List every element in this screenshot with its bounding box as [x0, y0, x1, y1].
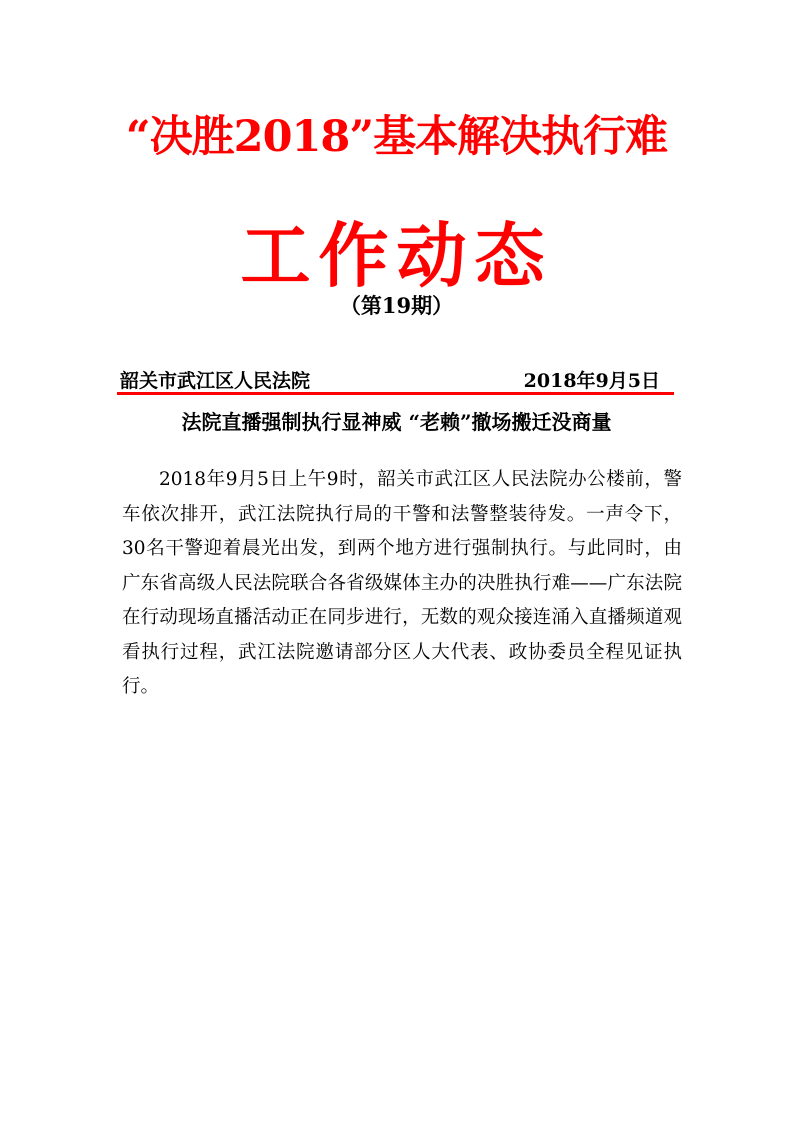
article-title: 法院直播强制执行显神威 “老赖”撤场搬迁没商量: [181, 410, 612, 434]
issuer-name: 韶关市武江区人民法院: [120, 370, 311, 392]
issue-date: 2018年9月5日: [523, 370, 660, 392]
article-body: 2018年9月5日上午9时，韶关市武江区人民法院办公楼前，警车依次排开，武江法院执行局的干警和法警整装待发。一声令下，30名干警迎着晨光出发，到两个地方进行强制执行。与此同时，由广东省高级人民法院联合各省级媒体主办的决胜执行难——广东法院在行动现场直播活动正在同步进行，无数的观众接连涌入直播频道观看执行过程，武江法院邀请部分区人大代表、政协委员全程见证执行。: [122, 469, 682, 697]
red-divider-line: [117, 392, 674, 395]
headline-work-bulletin: 工作动态: [240, 214, 553, 297]
headline-campaign: “决胜2018”基本解决执行难: [125, 112, 668, 162]
meta-row: [120, 366, 660, 392]
issue-number: （第19期）: [339, 293, 454, 318]
